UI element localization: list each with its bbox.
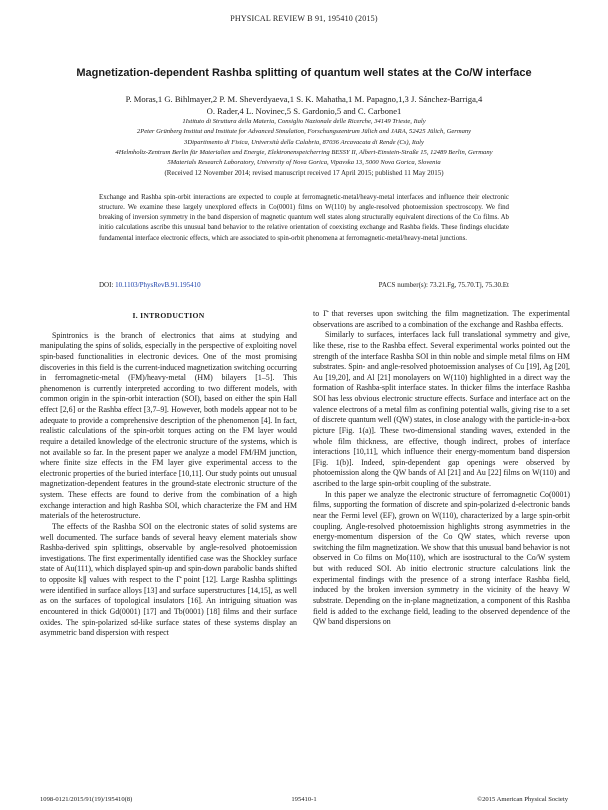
doi-pacs-line (99, 281, 509, 292)
left-column (40, 311, 297, 639)
section-heading: I. INTRODUCTION (132, 311, 205, 320)
intro-paragraph-3: to Γ̄ that reverses upon switching the film magnetization. The experimental observations are ascribed to a combination of the exchange and Rashba effects. (313, 309, 570, 329)
affiliation-3: 3Dipartimento di Fisica, Università della Calabria, 87036 Arcavacata di Rende (Cs), Italy (184, 138, 424, 146)
author-line-2: O. Rader,4 L. Novinec,5 S. Gardonio,5 and C. Carbone1 (206, 105, 402, 116)
journal-header: PHYSICAL REVIEW B 91, 195410 (2015) (230, 14, 378, 23)
page-footer (40, 796, 568, 806)
abstract: Exchange and Rashba spin-orbit interactions are expected to couple at ferromagnetic-metal/heavy-metal interfaces and influence their electronic structure. We examine these largely unexplored effects in Co(0001) films on W(110) by angle-resolved photoemission spectroscopy. We find breaking of inversion symmetry in the band dispersion of magnetic quantum well states along structurally equivalent directions of the Co films. Ab initio calculations ascribe this unusual band behavior to the relative orientation of coexisting exchange and Rashba fields. These findings elucidate fundamental interface electronic effects, which are associated to spin-orbit phenomena at ferromagnetic-metal/heavy-metal junctions. (99, 194, 509, 242)
author-line-1: P. Moras,1 G. Bihlmayer,2 P. M. Sheverdyaeva,1 S. K. Mahatha,1 M. Papagno,1,3 J. Sánchez-Barriga,4 (125, 94, 483, 104)
footer-page-number: 195410-1 (291, 796, 317, 803)
doi (99, 281, 201, 289)
affiliation-2: 2Peter Grünberg Institut and Institute for Advanced Simulation, Forschungszentrum Jülich and JARA, 52425 Jülich, Germany (136, 128, 472, 136)
intro-paragraph-4: Similarly to surfaces, interfaces lack full translational symmetry and give, like these, rise to the Rashba effect. Several experimental works pointed out the strength of the interface Rashba SOI in thin noble and simple metal films on HM substrates. Spin- and angle-resolved photoemission analyses of Cu [19], Ag [20], Au [19,20], and Al [21] monolayers on W(110) highlighted in a direct way the formation of Rashba-split interface states. In thicker films the interface Rashba SOI has less obvious electronic structure effects. Surface and interface act on the valence electrons of a metal film as confining potential walls, giving rise to a set of discrete quantum well (QW) states, in close analogy with the particle-in-a-box picture [Fig. 1(a)]. These two-dimensional standing waves, extended in the whole film thickness, are effective, though indirect, probes of interface interactions [10,11], which influence their energy-momentum band dispersion [Fig. 1(b)]. Indeed, spin-dependent gap openings were observed by photoemission along the QW bands of Al [21] and Au [22] films on W(110) and ascribed to the large spin-orbit coupling of the substrate. (313, 330, 570, 488)
intro-paragraph-5: In this paper we analyze the electronic structure of ferromagnetic Co(0001) films, supporting the formation of discrete and spin-polarized d-electronic bands near the Fermi level (EF), grown on W(110), characterized by a large spin-orbit coupling. Angle-resolved photoemission highlights strong asymmetries in the energy-momentum dispersion of the Co QW states, which reverse upon switching the film magnetization. We show that this unusual band behavior is not observed in Co films on Mo(110), which are isostructural to the Co/W system but with reduced SOI. Ab initio electronic structure calculations link the experimental findings with the presence of a strong interface Rashba field, induced by the broken inversion symmetry in the vicinity of the heavy W substrate. Depending on the in-plane magnetization, a component of this Rashba field is added to the exchange field, leading to the observed dependence of the QW band dispersions on (313, 489, 570, 627)
doi-label: DOI: (99, 281, 116, 289)
paper-title: Magnetization-dependent Rashba splitting of quantum well states at the Co/W interface (76, 67, 532, 79)
affiliation-1: 1Istituto di Struttura della Materia, Consiglio Nazionale delle Ricerche, 34149 Trieste, Italy (182, 118, 426, 125)
received-dates: (Received 12 November 2014; revised manuscript received 17 April 2015; published 11 May 2015) (164, 169, 444, 178)
affiliation-4: 4Helmholtz-Zentrum Berlin für Materialien und Energie, Elektronenspeicherring BESSY II, Albert-Einstein-Straße 15, 12489 Berlin, Germany (115, 148, 493, 156)
footer-copyright: ©2015 American Physical Society (477, 796, 568, 803)
affiliation-5: 5Materials Research Laboratory, University of Nova Gorica, Vipavska 13, 5000 Nova Gorica, Slovenia (167, 159, 441, 167)
footer-issn: 1098-0121/2015/91(19)/195410(8) (40, 796, 133, 803)
intro-paragraph-2: The effects of the Rashba SOI on the electronic states of solid systems are well documented. The surface bands of several heavy element materials show Rashba-derived spin splittings, observable by angle-resolved photoemission investigations. The first experimentally identified case was the Shockley surface state of Au(111), which displayed spin-up and spin-down parabolic bands shifted to opposite k∥ values with respect to the Γ̄ point [12]. Large Rashba splittings were identified in surface alloys [13] and surface superstructures [14,15], as well as on the surfaces of topological insulators [16]. An intriguing situation was encountered in thick Gd(0001) [17] and Tb(0001) [18] films and their surface oxides. The spin-polarized sd-like surface states of these systems display an asymmetric band dispersion with respect (40, 521, 297, 638)
intro-paragraph-1: Spintronics is the branch of electronics that aims at studying and manipulating the spins of solids, especially in the perspective of exploiting novel spin-based functionalities in electronic devices. One of the most promising discoveries in this field is the current-induced magnetization switching occurring in ferromagnetic-metal (FM)/heavy-metal (HM) bilayers [1–5]. This phenomenon is currently interpreted according to two different models, with common origin in the spin-orbit interaction (SOI), based on either the spin Hall effect [2,6] or the Rashba effect [3,7–9]. However, both models appear not to be adequate to provide a comprehensive description of the phenomenon [4]. In fact, realistic calculations of the spin-orbit torques acting on the FM layer would require a detailed knowledge of the electronic structure of the systems, which is not available so far. In the present paper we analyze a model FM/HM junction, where finite size effects in the FM layer give experimental access to the electronic properties of the buried interface [10,11]. Our study points out unusual magnetization-dependent features in the ground-state electronic structure of the system. These effects are found to derive from the combination of a high exchange interaction and high Rashba SOI, which characterize the FM and HM materials of the heterostructure. (40, 330, 297, 521)
author-list (60, 94, 548, 117)
affiliation-list (30, 117, 578, 179)
doi-link[interactable]: 10.1103/PhysRevB.91.195410 (115, 281, 201, 289)
pacs-numbers: PACS number(s): 73.21.Fg, 75.70.Tj, 75.30.Et (378, 281, 509, 289)
right-column (313, 309, 570, 628)
